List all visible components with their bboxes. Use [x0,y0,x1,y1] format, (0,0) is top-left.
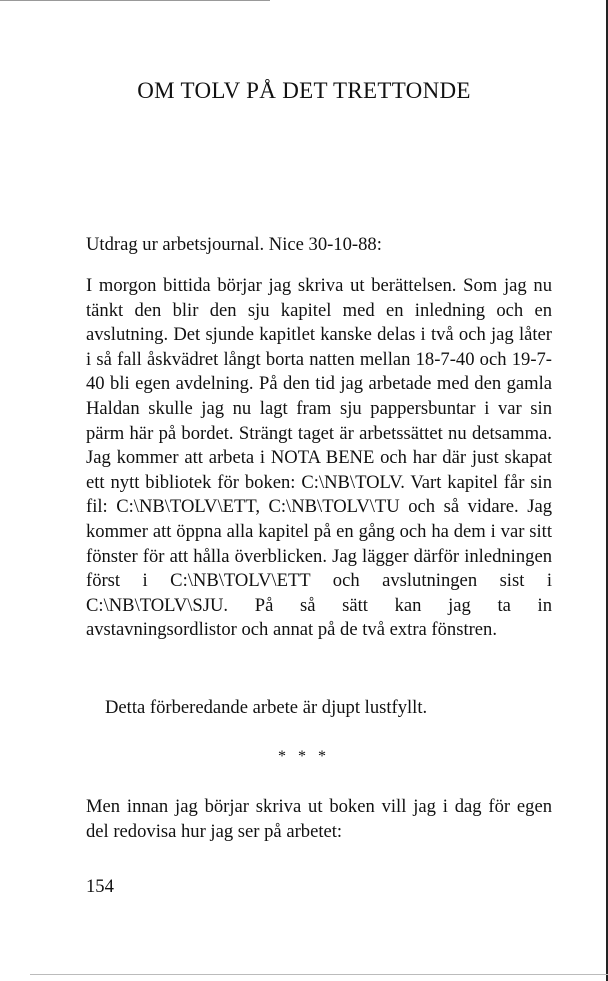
body-paragraph-2: Detta förberedande arbete är djupt lustfyllt. [105,697,428,718]
chapter-title: OM TOLV PÅ DET TRETTONDE [137,78,471,103]
page-number: 154 [86,876,114,897]
journal-intro-line: Utdrag ur arbetsjournal. Nice 30-10-88: [86,234,382,255]
bottom-edge-rule [30,974,608,975]
section-break-asterisks: * * * [278,748,330,765]
closing-paragraph: Men innan jag börjar skriva ut boken vill jag i dag för egen del redovisa hur jag ser på arbetet: [86,796,552,842]
body-paragraph-1: I morgon bittida börjar jag skriva ut berättelsen. Som jag nu tänkt den blir den sju kapitel med en inledning och en avslutning. Det sjunde kapitlet kanske delas i två och jag låter i så fall åskvädret långt borta natten mellan 18-7-40 och 19-7-40 bli egen avdelning. På den tid jag arbetade med den gamla Haldan skulle jag nu lagt fram sju pappersbuntar i var sin pärm här på bordet. Strängt taget är arbetssättet nu detsamma. Jag kommer att arbeta i NOTA BENE och har där just skapat ett nytt bibliotek för boken: C:\NB\TOLV. Vart kapitel får sin fil: C:\NB\TOLV\ETT, C:\NB\TOLV\TU och så vidare. Jag kommer att öppna alla kapitel på en gång och ha dem i var sitt fönster för att hålla överblicken. Jag lägger därför inledningen först i C:\NB\TOLV\ETT och avslutningen sist i C:\NB\TOLV\SJU. På så sätt kan jag ta in avstavningsordlistor och annat på de två extra fönstren. [86,275,552,641]
top-edge-rule [0,0,270,1]
